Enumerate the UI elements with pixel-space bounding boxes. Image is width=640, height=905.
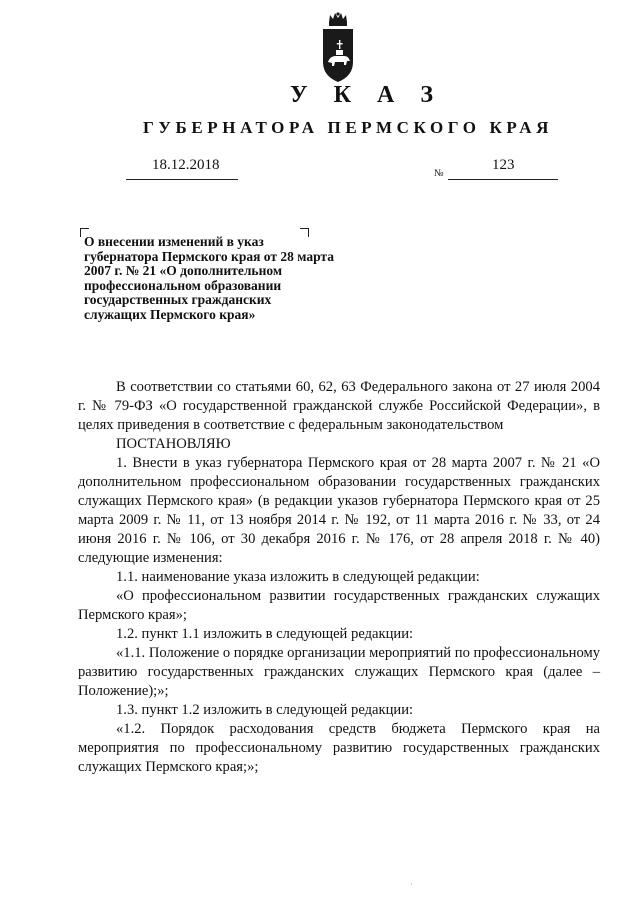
- document-subject: О внесении изменений в указ губернатора Пермского края от 28 марта 2007 г. № 21 «О дополнительном профессиональном образовании государственных гражданских служащих Пермского края»: [84, 234, 334, 322]
- item-1-1-paragraph: 1.1. наименование указа изложить в следующей редакции:: [116, 569, 480, 585]
- item-1-2-paragraph: 1.2. пункт 1.1 изложить в следующей редакции:: [116, 626, 414, 642]
- item-1-1-text: «О профессиональном развитии государственных гражданских служащих Пермского края»;: [78, 588, 600, 623]
- item-1-2-text: «1.1. Положение о порядке организации мероприятий по профессиональному развитию государственных гражданских служащих Пермского края (далее – Положение);»;: [78, 645, 600, 699]
- scan-artifact-dot: ·: [410, 880, 413, 889]
- document-title: У К А З: [290, 82, 444, 108]
- item-1-paragraph: 1. Внести в указ губернатора Пермского края от 28 марта 2007 г. № 21 «О дополнительном профессиональном образовании государственных гражданских служащих Пермского края» (в редакции указов губернатора Пермского края от 25 марта 2009 г. № 11, от 13 ноября 2014 г. № 192, от 11 марта 2016 г. № 33, от 24 июня 2016 г. № 106, от 30 декабря 2016 г. № 176, от 28 апреля 2018 г. № 40) следующие изменения:: [78, 455, 600, 566]
- item-1-3-paragraph: 1.3. пункт 1.2 изложить в следующей редакции:: [116, 702, 414, 718]
- item-1-3-text: «1.2. Порядок расходования средств бюджета Пермского края на мероприятия по профессиональному развитию государственных гражданских служащих Пермского края;»;: [78, 721, 600, 775]
- decree-word: ПОСТАНОВЛЯЮ: [116, 436, 231, 452]
- number-underline: [448, 179, 558, 180]
- perm-krai-coat-of-arms-icon: [320, 12, 356, 84]
- document-issuer: ГУБЕРНАТОРА ПЕРМСКОГО КРАЯ: [143, 118, 553, 137]
- preamble-paragraph: В соответствии со статьями 60, 62, 63 Федерального закона от 27 июля 2004 г. № 79-ФЗ «О государственной гражданской службе Российской Федерации», в целях приведения в соответствие с федеральным законодательством: [78, 379, 600, 433]
- number-sign: №: [434, 168, 444, 179]
- document-body: [78, 378, 600, 777]
- document-date: 18.12.2018: [152, 157, 220, 173]
- document-number: 123: [492, 157, 515, 173]
- date-underline: [126, 179, 238, 180]
